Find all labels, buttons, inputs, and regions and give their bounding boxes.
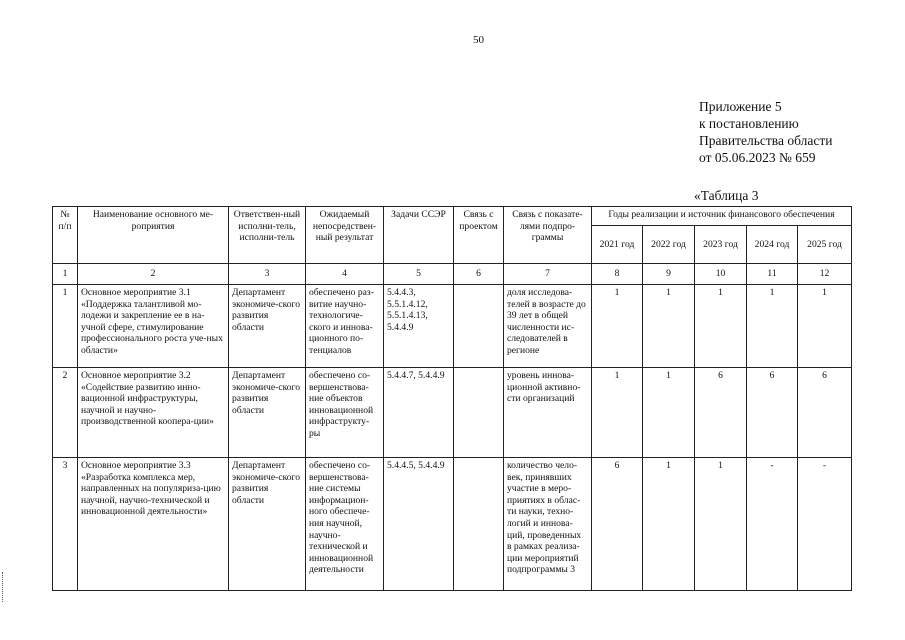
row-indicators: уровень иннова-ционной активно-сти организаций	[504, 368, 592, 458]
row-year-value: 6	[798, 368, 852, 458]
scan-margin-mark	[2, 572, 7, 602]
row-year-value: 1	[798, 285, 852, 368]
col-number: 2	[78, 264, 229, 285]
appendix-line-1: Приложение 5	[699, 99, 782, 114]
row-year-value: 1	[643, 368, 695, 458]
row-year-value: 1	[695, 285, 747, 368]
row-indicators: доля исследова-телей в возрасте до 39 лет в общей численности ис-следователей в регионе	[504, 285, 592, 368]
col-number: 6	[454, 264, 504, 285]
row-year-value: 1	[695, 458, 747, 591]
row-expected: обеспечено со-вершенствова-ние объектов инновационной инфраструкту-ры	[306, 368, 384, 458]
row-responsible: Департамент экономиче-ского развития области	[229, 458, 306, 591]
row-name: Основное мероприятие 3.3 «Разработка комплекса мер, направленных на популяриза-цию научной, научно-технической и инновационной деятельности»	[78, 458, 229, 591]
col-number: 11	[747, 264, 798, 285]
col-number: 7	[504, 264, 592, 285]
row-tasks: 5.4.4.7, 5.4.4.9	[384, 368, 454, 458]
table-title: «Таблица 3	[694, 188, 759, 203]
header-year-2023: 2023 год	[695, 226, 747, 264]
header-year-2025: 2025 год	[798, 226, 852, 264]
measures-table	[52, 206, 852, 591]
col-number: 8	[592, 264, 643, 285]
row-project	[454, 285, 504, 368]
header-indicators: Связь с показате-лями подпро-граммы	[504, 207, 592, 264]
row-responsible: Департамент экономиче-ского развития области	[229, 368, 306, 458]
header-year-2022: 2022 год	[643, 226, 695, 264]
row-num: 3	[53, 458, 78, 591]
header-responsible: Ответствен-ный исполни-тель, исполни-тель	[229, 207, 306, 264]
header-name: Наименование основного ме-роприятия	[78, 207, 229, 264]
header-num: № п/п	[53, 207, 78, 264]
header-expected: Ожидаемый непосредствен-ный результат	[306, 207, 384, 264]
row-expected: обеспечено раз-витие научно-технологиче-ского и иннова-ционного по-тенциалов	[306, 285, 384, 368]
header-years-group: Годы реализации и источник финансового обеспечения	[592, 207, 852, 226]
row-project	[454, 368, 504, 458]
row-year-value: -	[798, 458, 852, 591]
row-year-value: 6	[747, 368, 798, 458]
row-name: Основное мероприятие 3.2 «Содействие развитию инно-вационной инфраструктуры, научной и научно-производственной коопера-ции»	[78, 368, 229, 458]
col-number: 1	[53, 264, 78, 285]
row-num: 1	[53, 285, 78, 368]
row-year-value: 1	[643, 458, 695, 591]
table-row	[53, 368, 852, 458]
table-row	[53, 285, 852, 368]
col-number: 5	[384, 264, 454, 285]
row-year-value: 6	[695, 368, 747, 458]
row-year-value: 1	[592, 368, 643, 458]
appendix-line-4: от 05.06.2023 № 659	[699, 150, 816, 165]
header-tasks: Задачи ССЭР	[384, 207, 454, 264]
appendix-line-3: Правительства области	[699, 133, 833, 148]
header-year-2021: 2021 год	[592, 226, 643, 264]
appendix-line-2: к постановлению	[699, 116, 799, 131]
row-name: Основное мероприятие 3.1 «Поддержка талантливой мо-лодежи и закрепление ее в на-учной сфере, стимулирование профессионального роста уче-ных области»	[78, 285, 229, 368]
row-year-value: 1	[643, 285, 695, 368]
row-num: 2	[53, 368, 78, 458]
row-tasks: 5.4.4.5, 5.4.4.9	[384, 458, 454, 591]
appendix-heading	[699, 98, 832, 166]
col-number: 10	[695, 264, 747, 285]
row-year-value: 1	[747, 285, 798, 368]
row-project	[454, 458, 504, 591]
col-number: 3	[229, 264, 306, 285]
row-indicators: количество чело-век, принявших участие в меро-приятиях в облас-ти науки, техно-логий и иннова-ций, проведенных в рамках реализа-ции мероприятий подпрограммы 3	[504, 458, 592, 591]
row-year-value: 1	[592, 285, 643, 368]
col-number: 12	[798, 264, 852, 285]
header-row-1	[53, 207, 852, 226]
row-tasks: 5.4.4.3, 5.5.1.4.12, 5.5.1.4.13, 5.4.4.9	[384, 285, 454, 368]
column-number-row	[53, 264, 852, 285]
row-year-value: -	[747, 458, 798, 591]
row-year-value: 6	[592, 458, 643, 591]
header-year-2024: 2024 год	[747, 226, 798, 264]
row-expected: обеспечено со-вершенствова-ние системы информацион-ного обеспече-ния научной, научно-технической и инновационной деятельности	[306, 458, 384, 591]
header-project: Связь с проектом	[454, 207, 504, 264]
col-number: 9	[643, 264, 695, 285]
table-row	[53, 458, 852, 591]
page-number: 50	[473, 34, 484, 46]
col-number: 4	[306, 264, 384, 285]
row-responsible: Департамент экономиче-ского развития области	[229, 285, 306, 368]
